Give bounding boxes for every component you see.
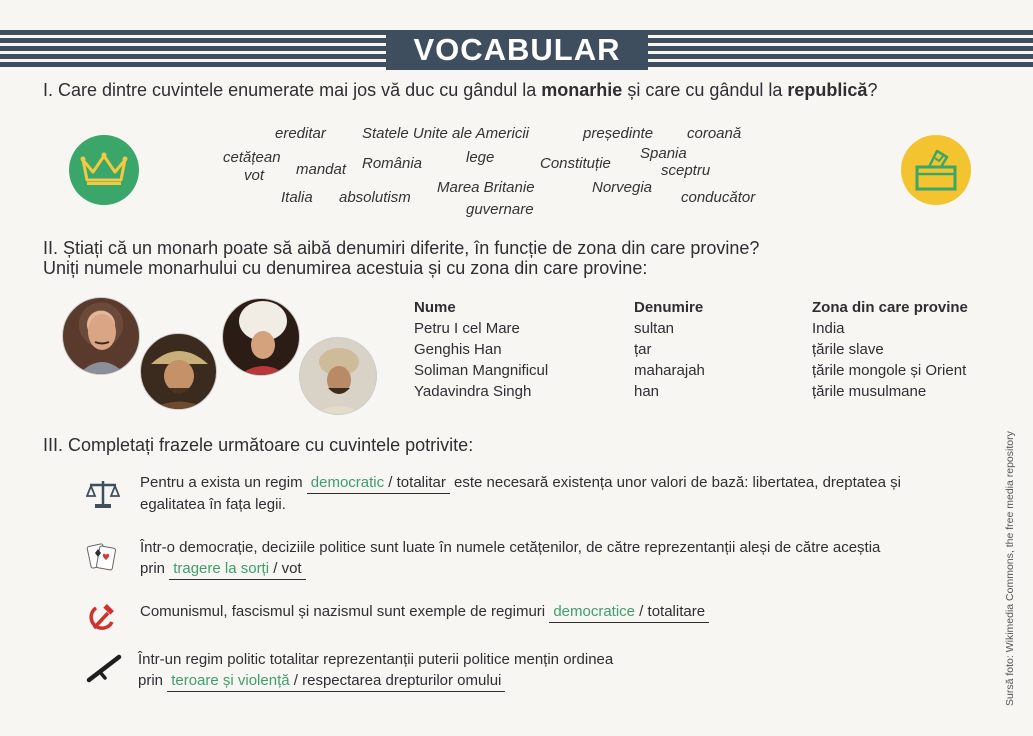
- scales-icon: [86, 478, 120, 515]
- word-italia: Italia: [281, 189, 313, 206]
- section1-question: I. Care dintre cuvintele enumerate mai jos vă duc cu gândul la monarhie și care cu gândul la republică?: [43, 80, 878, 100]
- playing-cards-icon: [86, 541, 118, 578]
- col-header-nume: Nume: [414, 299, 456, 316]
- banner-stripes-right: [648, 30, 1033, 70]
- word-ereditar: ereditar: [275, 125, 326, 142]
- blank-1[interactable]: democratic / totalitar: [307, 472, 450, 494]
- baton-icon: [86, 652, 122, 689]
- name-cell: Petru I cel Mare: [414, 320, 520, 337]
- portrait-petru: [62, 297, 140, 375]
- sentence-3: Comunismul, fascismul și nazismul sunt exemple de regimuri democratice / totalitare: [140, 601, 1010, 623]
- title-cell: han: [634, 383, 660, 400]
- word-sceptru: sceptru: [661, 162, 711, 179]
- word-norvegia: Norvegia: [592, 179, 653, 196]
- sentence-2: Într-o democrație, deciziile politice sunt luate în numele cetățenilor, de către reprezentanții aleși de către aceștia prin tragere la sorți / vot: [140, 537, 1010, 580]
- zone-cell: țările slave: [812, 341, 884, 358]
- blank-2[interactable]: tragere la sorți / vot: [169, 558, 305, 580]
- portrait-yadavindra: [299, 337, 377, 415]
- blank-4[interactable]: teroare și violență / respectarea drepturilor omului: [167, 670, 505, 692]
- word-conducator: conducător: [681, 189, 756, 206]
- name-cell: Yadavindra Singh: [414, 383, 532, 400]
- word-constitutie: Constituție: [540, 155, 611, 172]
- word-lege: lege: [466, 149, 495, 166]
- col-header-zona: Zona din care provine: [812, 299, 968, 316]
- photo-credit: Sursă foto: Wikimedia Commons, the free media repository: [1004, 431, 1016, 706]
- section2-line2: Uniți numele monarhului cu denumirea acestuia și cu zona din care provine:: [43, 258, 648, 278]
- header-banner: [0, 30, 1033, 70]
- hammer-sickle-icon: [88, 602, 118, 637]
- word-cetatean: cetățean: [223, 149, 281, 166]
- word-spania: Spania: [640, 145, 687, 162]
- word-marea-britanie: Marea Britanie: [437, 179, 535, 196]
- word-guvernare: guvernare: [466, 201, 534, 218]
- portrait-soliman: [222, 298, 300, 376]
- banner-stripes-left: [0, 30, 386, 70]
- sentence-1: Pentru a exista un regim democratic / totalitar este necesară existența unor valori de bază: libertatea, dreptatea și egalitatea în fața legii.: [140, 474, 901, 513]
- crown-icon: [69, 135, 139, 205]
- name-cell: Soliman Mangnificul: [414, 362, 549, 379]
- word-sua: Statele Unite ale Americii: [362, 125, 530, 142]
- col-header-denumire: Denumire: [634, 299, 704, 316]
- title-cell: țar: [634, 341, 652, 358]
- title-cell: sultan: [634, 320, 675, 337]
- portrait-genghis: [140, 333, 217, 410]
- word-vot: vot: [244, 167, 265, 184]
- word-mandat: mandat: [296, 161, 347, 178]
- zone-cell: țările mongole și Orient: [812, 362, 967, 379]
- zone-cell: India: [812, 320, 845, 337]
- ballot-box-icon: [901, 135, 971, 205]
- word-presedinte: președinte: [583, 125, 654, 142]
- sentence-4: Într-un regim politic totalitar reprezentanții puterii politice mențin ordinea prin teroare și violență / respectarea drepturilor omului: [138, 649, 1008, 692]
- word-romania: România: [362, 155, 423, 172]
- section2-line1: II. Știați că un monarh poate să aibă denumiri diferite, în funcție de zona din care provine?: [43, 238, 760, 258]
- section3-title: III. Completați frazele următoare cu cuvintele potrivite:: [43, 435, 474, 455]
- word-absolutism: absolutism: [339, 189, 411, 206]
- page-title: VOCABULAR: [386, 30, 648, 70]
- zone-cell: țările musulmane: [812, 383, 927, 400]
- title-cell: maharajah: [634, 362, 705, 379]
- blank-3[interactable]: democratice / totalitare: [549, 601, 709, 623]
- word-coroana: coroană: [687, 125, 742, 142]
- name-cell: Genghis Han: [414, 341, 502, 358]
